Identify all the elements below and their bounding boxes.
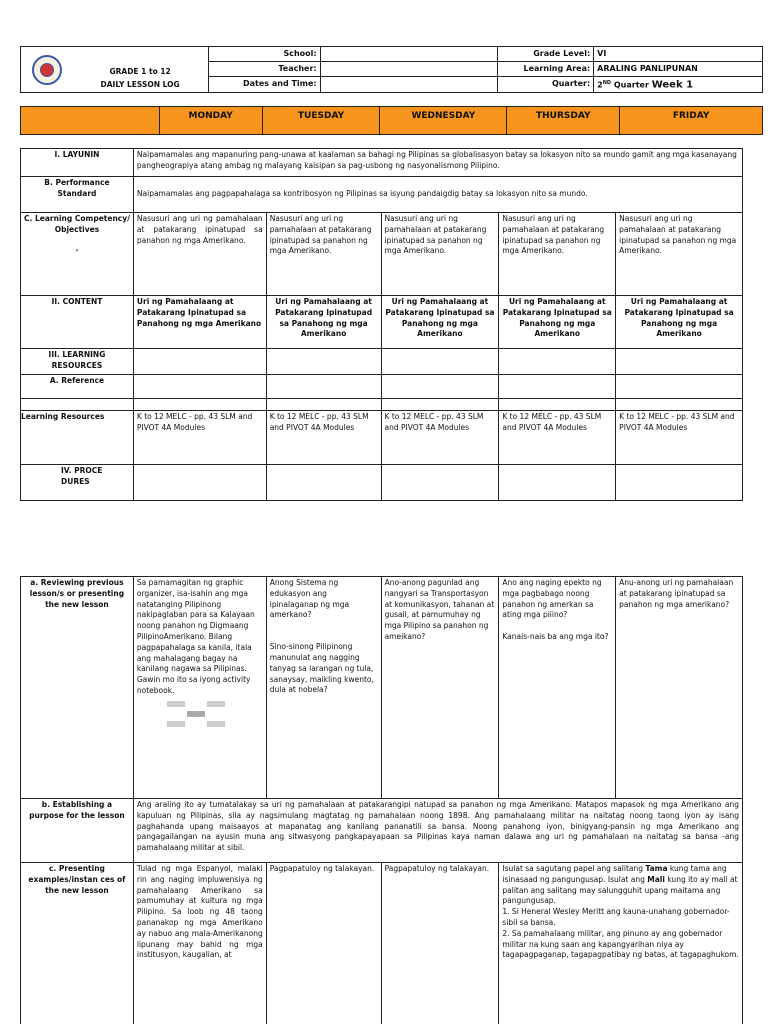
objectives-table: [20, 148, 743, 501]
purpose-text: Ang araling ito ay tumatalakay sa uri ng pamahalaan at patakarangipi natupad sa panahon ng mga Amerikano. Matapos mapasok ng mga Amerikano ang kapuluan ng Pilipinas, sila ay nagsimulang magtatag ng pamahalaan noong 1898. Ang pamahalaang militar na naitatag noong taong iyon ay isang paghahanda upang maisaayos at mapanatag ang kanilang pananatili sa bansa. Noong panahong iyon, binigyang-pansin ng mga Amerikano ang pangagailangan na ayusin muna ang sitwasyong pangkapayapaan sa Pilipinas kaya naman dalawa ang uri ng pamahalaan na naitatag sa bansa -ang pamahalaang militar at sibil.: [133, 799, 742, 863]
learning-area-label: Learning Area:: [498, 62, 594, 77]
dates-field[interactable]: [320, 77, 498, 93]
review-tuesday: [266, 577, 381, 799]
layunin-text: Naipamamalas ang mapanuring pang-unawa at kaalaman sa bahagi ng Pilipinas sa globalisasyon batay sa lokasyon nito sa mundo gamit ang mga kasanayang pangheograpiya atang ambag ng malayang kaisipan sa pag-usbong ng nasyonalismong Pilipino.: [133, 149, 742, 177]
reference-label: A. Reference: [21, 375, 134, 399]
quarter-sup: ND: [602, 80, 612, 87]
resources-friday: [616, 349, 743, 375]
day-monday: MONDAY: [159, 107, 262, 135]
procedures-wednesday: [381, 465, 499, 501]
resources-monday: [133, 349, 266, 375]
teacher-field[interactable]: [320, 62, 498, 77]
reference-wednesday: [381, 375, 499, 399]
resources-wednesday: [381, 349, 499, 375]
quarter-num: 2: [597, 80, 603, 90]
competency-monday: Nasusuri ang uri ng pamahalaan at patakarang ipinatupad sa panahon ng mga Amerikano.: [133, 213, 266, 296]
day-friday: FRIDAY: [620, 107, 763, 135]
deped-seal: [21, 47, 73, 93]
presenting-item-2: 2. Sa pamahalaang militar, ang pinuno ay ang gobernador militar na kung saan ang kapangyarihan niya ay tagapagpaganap, tagapagpatibay ng batas, at tagapaghukom.: [502, 928, 739, 960]
content-friday: Uri ng Pamahalaang at Patakarang Ipinatupad sa Panahong ng mga Amerikano: [616, 296, 743, 349]
competency-label: [21, 213, 134, 296]
procedures-table: [20, 576, 743, 1024]
review-monday: [133, 577, 266, 799]
resources-label: III. LEARNING RESOURCES: [21, 349, 134, 375]
competency-dot: .: [75, 243, 79, 253]
spacer-label: [21, 399, 134, 411]
purpose-label: b. Establishing a purpose for the lesson: [21, 799, 134, 863]
review-tuesday-extra: Sino-sinong Pilipinong manunulat ang nagging tanyag sa larangan ng tula, sanaysay, maikling kwento, dula at nobela?: [269, 642, 374, 695]
presenting-thursday-friday: [499, 863, 743, 1024]
review-thursday-text: Ano ang naging epekto ng mga pagbabago noong panahon ng amerkan sa ating mga piiino?: [502, 578, 602, 620]
presenting-label: c. Presenting examples/instan ces of the new lesson: [21, 863, 134, 1024]
competency-friday: Nasusuri ang uri ng pamahalaan at patakarang ipinatupad sa panahon ng mga Amerikano.: [616, 213, 743, 296]
review-monday-text: Sa pamamagitan ng graphic organizer, isa-isahin ang mga natatanging Pilipinong nakipaglaban para sa Kalayaan noong panahon ng Digmaang PilipinoAmerikano. Bilang pagpapahalaga sa kanila, itala ang mahalagang bagay na kanilang nagawa sa Pilipinas. Gawin mo ito sa iyong activity notebook.: [136, 578, 255, 695]
competency-wednesday: Nasusuri ang uri ng pamahalaan at patakarang ipinatupad sa panahon ng mga Amerikano.: [381, 213, 499, 296]
content-thursday: Uri ng Pamahalaang at Patakarang Ipinatupad sa Panahong ng mga Amerikano: [499, 296, 616, 349]
seal-icon: [32, 55, 62, 85]
procedures-tuesday: [266, 465, 381, 501]
learning-area-field[interactable]: ARALING PANLIPUNAN: [594, 62, 763, 77]
spacer-wednesday: [381, 399, 499, 411]
reference-friday: [616, 375, 743, 399]
content-label: II. CONTENT: [21, 296, 134, 349]
review-thursday-extra: Kanais-nais ba ang mga ito?: [502, 632, 609, 642]
layunin-label: I. LAYUNIN: [21, 149, 134, 177]
school-label: School:: [208, 47, 320, 62]
lr-thursday: K to 12 MELC - pp. 43 SLM and PIVOT 4A Modules: [499, 411, 616, 465]
review-label: a. Reviewing previous lesson/s or presenting the new lesson: [21, 577, 134, 799]
dates-label: Dates and Time:: [208, 77, 320, 93]
lr-wednesday: K to 12 MELC - pp. 43 SLM and PIVOT 4A Modules: [381, 411, 499, 465]
review-tuesday-text: Anong Sistema ng edukasyon ang ipinalaganap ng mga amerkano?: [269, 578, 350, 620]
performance-label: B. Performance Standard: [21, 177, 134, 213]
day-thursday: THURSDAY: [507, 107, 620, 135]
lr-monday: K to 12 MELC - pp. 43 SLM and PIVOT 4A Modules: [133, 411, 266, 465]
content-wednesday: Uri ng Pamahalaang at Patakarang Ipinatupad sa Panahong ng mga Amerikano: [381, 296, 499, 349]
presenting-instructions: Isulat sa sagutang papel ang salitang Tama kung tama ang isinasaad ng pangungusap. Isulat ang Mali kung ito ay mali at palitan ang salitang may salungguhit upang maitama ang pangungusap.: [502, 864, 738, 906]
quarter-field[interactable]: [594, 77, 763, 93]
days-bar: [20, 106, 763, 135]
learning-resources-label: Learning Resources: [21, 411, 134, 465]
review-friday: Anu-anong uri ng pamahalaan at patakarang ipinatupad sa panahon ng mga amerikano?: [616, 577, 743, 799]
week-label: Week 1: [651, 79, 694, 91]
log-title: [72, 47, 208, 93]
tama-word: Tama: [645, 864, 668, 873]
procedures-thursday: [499, 465, 616, 501]
grade-level-field[interactable]: VI: [594, 47, 763, 62]
spacer-thursday: [499, 399, 616, 411]
content-tuesday: Uri ng Pamahalaang at Patakarang Ipinatupad sa Panahong ng mga Amerikano: [266, 296, 381, 349]
school-field[interactable]: [320, 47, 498, 62]
performance-text: Naipamamalas ang pagpapahalaga sa kontribosyon ng Pilipinas sa isyung pandaigdig batay sa lokasyon nito sa mundo.: [133, 177, 742, 213]
spacer-monday: [133, 399, 266, 411]
reference-tuesday: [266, 375, 381, 399]
content-monday: Uri ng Pamahalaang at Patakarang Ipinatupad sa Panahong ng mga Amerikano: [133, 296, 266, 349]
spacer-tuesday: [266, 399, 381, 411]
grade-level-label: Grade Level:: [498, 47, 594, 62]
grade-line: GRADE 1 to 12: [109, 67, 171, 76]
log-line: DAILY LESSON LOG: [100, 80, 180, 89]
lr-tuesday: K to 12 MELC - pp. 43 SLM and PIVOT 4A Modules: [266, 411, 381, 465]
reference-thursday: [499, 375, 616, 399]
review-thursday: [499, 577, 616, 799]
days-bar-blank: [21, 107, 160, 135]
spacer-friday: [616, 399, 743, 411]
resources-tuesday: [266, 349, 381, 375]
teacher-label: Teacher:: [208, 62, 320, 77]
procedures-monday: [133, 465, 266, 501]
presenting-wednesday: Pagpapatuloy ng talakayan.: [381, 863, 499, 1024]
review-wednesday: Ano-anong pagunlad ang nangyari sa Transportasyon at komunikasyon, tahanan at gusali, at pamumuhay ng mga Pilipino sa panahon ng ameikano?: [381, 577, 499, 799]
procedures-friday: [616, 465, 743, 501]
presenting-item-1: 1. Si Heneral Wesley Meritt ang kauna-unahang gobernador-sibil sa bansa.: [502, 907, 730, 927]
quarter-label: Quarter:: [498, 77, 594, 93]
day-tuesday: TUESDAY: [262, 107, 380, 135]
graphic-organizer-image: [167, 701, 227, 727]
presenting-monday: Tulad ng mga Espanyol, malaki rin ang naging impluwensiya ng pamahalaang Amerikano sa pamumuhay at kultura ng mga Pilipino. Sa loob ng 48 taong pananakop ng mga Amerikano ay nabuo ang mala-Amerikanong lipunang may bahid ng mga institusyon, kaugalian, at: [133, 863, 266, 1024]
day-wednesday: WEDNESDAY: [380, 107, 507, 135]
resources-thursday: [499, 349, 616, 375]
quarter-rest: Quarter: [611, 80, 652, 90]
presenting-tuesday: Pagpapatuloy ng talakayan.: [266, 863, 381, 1024]
mali-word: Mali: [647, 874, 665, 884]
header-table: [20, 46, 763, 93]
reference-monday: [133, 375, 266, 399]
competency-label-text: C. Learning Competency/ Objectives: [24, 214, 130, 234]
procedures-label: IV. PROCE DURES: [21, 465, 134, 501]
lr-friday: K to 12 MELC - pp. 43 SLM and PIVOT 4A Modules: [616, 411, 743, 465]
competency-tuesday: Nasusuri ang uri ng pamahalaan at patakarang ipinatupad sa panahon ng mga Amerikano.: [266, 213, 381, 296]
competency-thursday: Nasusuri ang uri ng pamahalaan at patakarang ipinatupad sa panahon ng mga Amerikano.: [499, 213, 616, 296]
